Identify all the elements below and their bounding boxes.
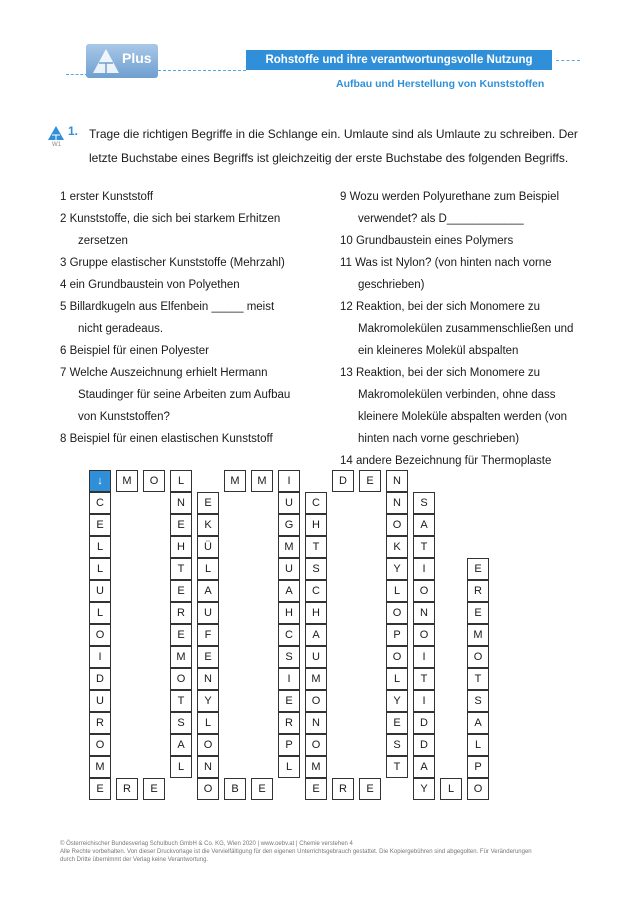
clue-line: von Kunststoffen?: [78, 411, 170, 423]
puzzle-cell[interactable]: E: [359, 778, 381, 800]
clues-right-column: [340, 186, 600, 472]
puzzle-cell[interactable]: N: [170, 492, 192, 514]
footer: [60, 840, 600, 864]
puzzle-cell[interactable]: E: [467, 602, 489, 624]
clue-line: 8 Beispiel für einen elastischen Kunststoff: [60, 433, 273, 445]
puzzle-cell[interactable]: N: [413, 602, 435, 624]
puzzle-cell[interactable]: U: [305, 646, 327, 668]
puzzle-cell[interactable]: Y: [197, 690, 219, 712]
puzzle-cell[interactable]: B: [224, 778, 246, 800]
puzzle-cell[interactable]: O: [197, 734, 219, 756]
puzzle-cell[interactable]: M: [224, 470, 246, 492]
task-number: 1.: [68, 124, 79, 138]
puzzle-cell[interactable]: L: [386, 668, 408, 690]
puzzle-cell[interactable]: E: [386, 712, 408, 734]
clue-line: ein kleineres Molekül abspalten: [358, 345, 519, 357]
puzzle-cell[interactable]: I: [89, 646, 111, 668]
puzzle-cell[interactable]: R: [89, 712, 111, 734]
triangle-logo-icon: [92, 48, 120, 74]
puzzle-cell[interactable]: R: [170, 602, 192, 624]
task-instructions: Trage die richtigen Begriffe in die Schlange ein. Umlaute sind als Umlaute zu schreiben. Der letzte Buchstabe eines Begriffs ist gleichzeitig der erste Buchstabe des folgenden Begriffs.: [89, 127, 578, 165]
puzzle-cell[interactable]: S: [467, 690, 489, 712]
puzzle-cell[interactable]: R: [332, 778, 354, 800]
puzzle-cell[interactable]: I: [413, 690, 435, 712]
puzzle-cell[interactable]: O: [170, 668, 192, 690]
footer-line: Alle Rechte vorbehalten. Von dieser Druckvorlage ist die Vervielfältigung für den eigenen Unterrichtsgebrauch gestattet. Die Kopiergebühren sind abgegolten. Für Veränderungen: [60, 849, 532, 855]
clue-line: 14 andere Bezeichnung für Thermoplaste: [340, 455, 552, 467]
clue-line: Makromolekülen verbinden, ohne dass: [358, 389, 556, 401]
header-title: Rohstoffe und ihre verantwortungsvolle Nutzung: [246, 50, 552, 70]
puzzle-cell[interactable]: M: [467, 624, 489, 646]
puzzle-cell[interactable]: S: [305, 558, 327, 580]
puzzle-cell[interactable]: E: [170, 580, 192, 602]
puzzle-cell[interactable]: T: [386, 756, 408, 778]
puzzle-cell[interactable]: E: [170, 514, 192, 536]
puzzle-cell[interactable]: M: [251, 470, 273, 492]
task-code: W1: [52, 142, 61, 148]
clue-line: 4 ein Grundbaustein von Polyethen: [60, 279, 240, 291]
puzzle-cell[interactable]: I: [413, 558, 435, 580]
puzzle-cell[interactable]: T: [413, 668, 435, 690]
puzzle-cell[interactable]: H: [170, 536, 192, 558]
puzzle-cell[interactable]: E: [89, 514, 111, 536]
puzzle-cell[interactable]: D: [89, 668, 111, 690]
puzzle-cell[interactable]: A: [170, 734, 192, 756]
puzzle-cell[interactable]: E: [89, 778, 111, 800]
puzzle-cell[interactable]: A: [197, 580, 219, 602]
puzzle-cell[interactable]: A: [278, 580, 300, 602]
puzzle-cell[interactable]: U: [278, 558, 300, 580]
puzzle-cell[interactable]: M: [305, 668, 327, 690]
puzzle-cell[interactable]: E: [251, 778, 273, 800]
logo-label: Plus: [122, 50, 152, 66]
puzzle-cell[interactable]: D: [413, 734, 435, 756]
puzzle-cell[interactable]: C: [89, 492, 111, 514]
puzzle-cell[interactable]: A: [413, 514, 435, 536]
puzzle-cell[interactable]: L: [467, 734, 489, 756]
header-dash-line-right: [556, 60, 580, 61]
puzzle-cell[interactable]: N: [197, 668, 219, 690]
start-arrow-cell[interactable]: ↓: [89, 470, 111, 492]
plus-logo: [86, 44, 158, 78]
puzzle-cell[interactable]: O: [386, 602, 408, 624]
puzzle-cell[interactable]: L: [89, 558, 111, 580]
puzzle-cell[interactable]: G: [278, 514, 300, 536]
puzzle-cell[interactable]: P: [386, 624, 408, 646]
page-subtitle: Aufbau und Herstellung von Kunststoffen: [336, 78, 545, 90]
puzzle-cell[interactable]: I: [278, 470, 300, 492]
puzzle-cell[interactable]: O: [413, 580, 435, 602]
puzzle-cell[interactable]: S: [170, 712, 192, 734]
header-dash-line-left: [66, 74, 88, 75]
puzzle-cell[interactable]: L: [440, 778, 462, 800]
puzzle-cell[interactable]: N: [386, 492, 408, 514]
puzzle-cell[interactable]: E: [143, 778, 165, 800]
puzzle-cell[interactable]: L: [386, 580, 408, 602]
puzzle-cell[interactable]: U: [278, 492, 300, 514]
clue-line: 12 Reaktion, bei der sich Monomere zu: [340, 301, 541, 313]
puzzle-cell[interactable]: N: [386, 470, 408, 492]
puzzle-cell[interactable]: E: [359, 470, 381, 492]
clues-left-column: [60, 186, 330, 450]
puzzle-cell[interactable]: M: [116, 470, 138, 492]
puzzle-cell[interactable]: C: [305, 492, 327, 514]
puzzle-cell[interactable]: N: [305, 712, 327, 734]
puzzle-cell[interactable]: R: [467, 580, 489, 602]
clue-line: 3 Gruppe elastischer Kunststoffe (Mehrzahl): [60, 257, 285, 269]
clue-line: Staudinger für seine Arbeiten zum Aufbau: [78, 389, 291, 401]
puzzle-cell[interactable]: O: [305, 734, 327, 756]
puzzle-cell[interactable]: O: [467, 646, 489, 668]
puzzle-cell[interactable]: C: [278, 624, 300, 646]
puzzle-cell[interactable]: A: [413, 756, 435, 778]
puzzle-cell[interactable]: A: [467, 712, 489, 734]
puzzle-cell[interactable]: Y: [386, 690, 408, 712]
puzzle-cell[interactable]: L: [170, 470, 192, 492]
header-dash-line-middle: [158, 70, 246, 71]
clue-line: 9 Wozu werden Polyurethane zum Beispiel: [340, 191, 560, 203]
puzzle-cell[interactable]: L: [89, 536, 111, 558]
puzzle-cell[interactable]: O: [386, 646, 408, 668]
footer-line: durch Dritte übernimmt der Verlag keine Verantwortung.: [60, 857, 209, 863]
clue-line: 5 Billardkugeln aus Elfenbein _____ meist: [60, 301, 275, 313]
puzzle-cell[interactable]: O: [386, 514, 408, 536]
puzzle-cell[interactable]: O: [467, 778, 489, 800]
puzzle-cell[interactable]: E: [197, 492, 219, 514]
footer-line: © Österreichischer Bundesverlag Schulbuch GmbH & Co. KG, Wien 2020 | www.oebv.at | Chemie verstehen 4: [60, 841, 353, 847]
puzzle-cell[interactable]: D: [332, 470, 354, 492]
puzzle-cell[interactable]: H: [278, 602, 300, 624]
puzzle-cell[interactable]: S: [413, 492, 435, 514]
clue-line: kleinere Moleküle abspalten werden (von: [358, 411, 568, 423]
puzzle-cell[interactable]: R: [278, 712, 300, 734]
puzzle-cell[interactable]: F: [197, 624, 219, 646]
puzzle-cell[interactable]: I: [278, 668, 300, 690]
puzzle-cell[interactable]: S: [386, 734, 408, 756]
puzzle-cell[interactable]: Ü: [197, 536, 219, 558]
puzzle-cell[interactable]: T: [305, 536, 327, 558]
clue-line: verwendet? als D____________: [358, 213, 524, 225]
puzzle-cell[interactable]: P: [467, 756, 489, 778]
puzzle-cell[interactable]: D: [413, 712, 435, 734]
puzzle-cell[interactable]: E: [467, 558, 489, 580]
clue-line: zersetzen: [78, 235, 128, 247]
clue-line: hinten nach vorne geschrieben): [358, 433, 520, 445]
puzzle-cell[interactable]: L: [278, 756, 300, 778]
puzzle-cell[interactable]: U: [89, 690, 111, 712]
puzzle-cell[interactable]: K: [386, 536, 408, 558]
puzzle-cell[interactable]: E: [305, 778, 327, 800]
puzzle-cell[interactable]: U: [197, 602, 219, 624]
puzzle-cell[interactable]: C: [305, 580, 327, 602]
clue-line: 1 erster Kunststoff: [60, 191, 154, 203]
puzzle-cell[interactable]: O: [89, 734, 111, 756]
puzzle-cell[interactable]: L: [89, 602, 111, 624]
puzzle-cell[interactable]: K: [197, 514, 219, 536]
puzzle-cell[interactable]: M: [89, 756, 111, 778]
clue-line: geschrieben): [358, 279, 425, 291]
puzzle-cell[interactable]: Y: [413, 778, 435, 800]
puzzle-cell[interactable]: T: [170, 690, 192, 712]
puzzle-cell[interactable]: O: [197, 778, 219, 800]
puzzle-cell[interactable]: A: [305, 624, 327, 646]
puzzle-cell[interactable]: E: [278, 690, 300, 712]
puzzle-cell[interactable]: T: [413, 536, 435, 558]
clue-line: 13 Reaktion, bei der sich Monomere zu: [340, 367, 541, 379]
puzzle-cell[interactable]: O: [143, 470, 165, 492]
task-triangle-icon: [48, 126, 64, 140]
puzzle-cell[interactable]: T: [170, 558, 192, 580]
puzzle-cell[interactable]: P: [278, 734, 300, 756]
puzzle-cell[interactable]: Y: [386, 558, 408, 580]
puzzle-cell[interactable]: L: [170, 756, 192, 778]
puzzle-cell[interactable]: L: [197, 712, 219, 734]
puzzle-cell[interactable]: S: [278, 646, 300, 668]
puzzle-cell[interactable]: E: [197, 646, 219, 668]
puzzle-cell[interactable]: M: [305, 756, 327, 778]
clue-line: nicht geradeaus.: [78, 323, 164, 335]
clue-line: 11 Was ist Nylon? (von hinten nach vorne: [340, 257, 552, 269]
clue-line: Makromolekülen zusammenschließen und: [358, 323, 574, 335]
puzzle-cell[interactable]: I: [413, 646, 435, 668]
puzzle-cell[interactable]: L: [197, 558, 219, 580]
puzzle-cell[interactable]: O: [413, 624, 435, 646]
puzzle-cell[interactable]: T: [467, 668, 489, 690]
puzzle-cell[interactable]: M: [278, 536, 300, 558]
puzzle-cell[interactable]: U: [89, 580, 111, 602]
snake-puzzle-grid: [89, 470, 499, 820]
puzzle-cell[interactable]: E: [170, 624, 192, 646]
puzzle-cell[interactable]: N: [197, 756, 219, 778]
clue-line: 10 Grundbaustein eines Polymers: [340, 235, 514, 247]
puzzle-cell[interactable]: H: [305, 602, 327, 624]
puzzle-cell[interactable]: O: [89, 624, 111, 646]
puzzle-cell[interactable]: H: [305, 514, 327, 536]
puzzle-cell[interactable]: M: [170, 646, 192, 668]
clue-line: 2 Kunststoffe, die sich bei starkem Erhitzen: [60, 213, 281, 225]
puzzle-cell[interactable]: O: [305, 690, 327, 712]
puzzle-cell[interactable]: R: [116, 778, 138, 800]
clue-line: 7 Welche Auszeichnung erhielt Hermann: [60, 367, 268, 379]
clue-line: 6 Beispiel für einen Polyester: [60, 345, 209, 357]
